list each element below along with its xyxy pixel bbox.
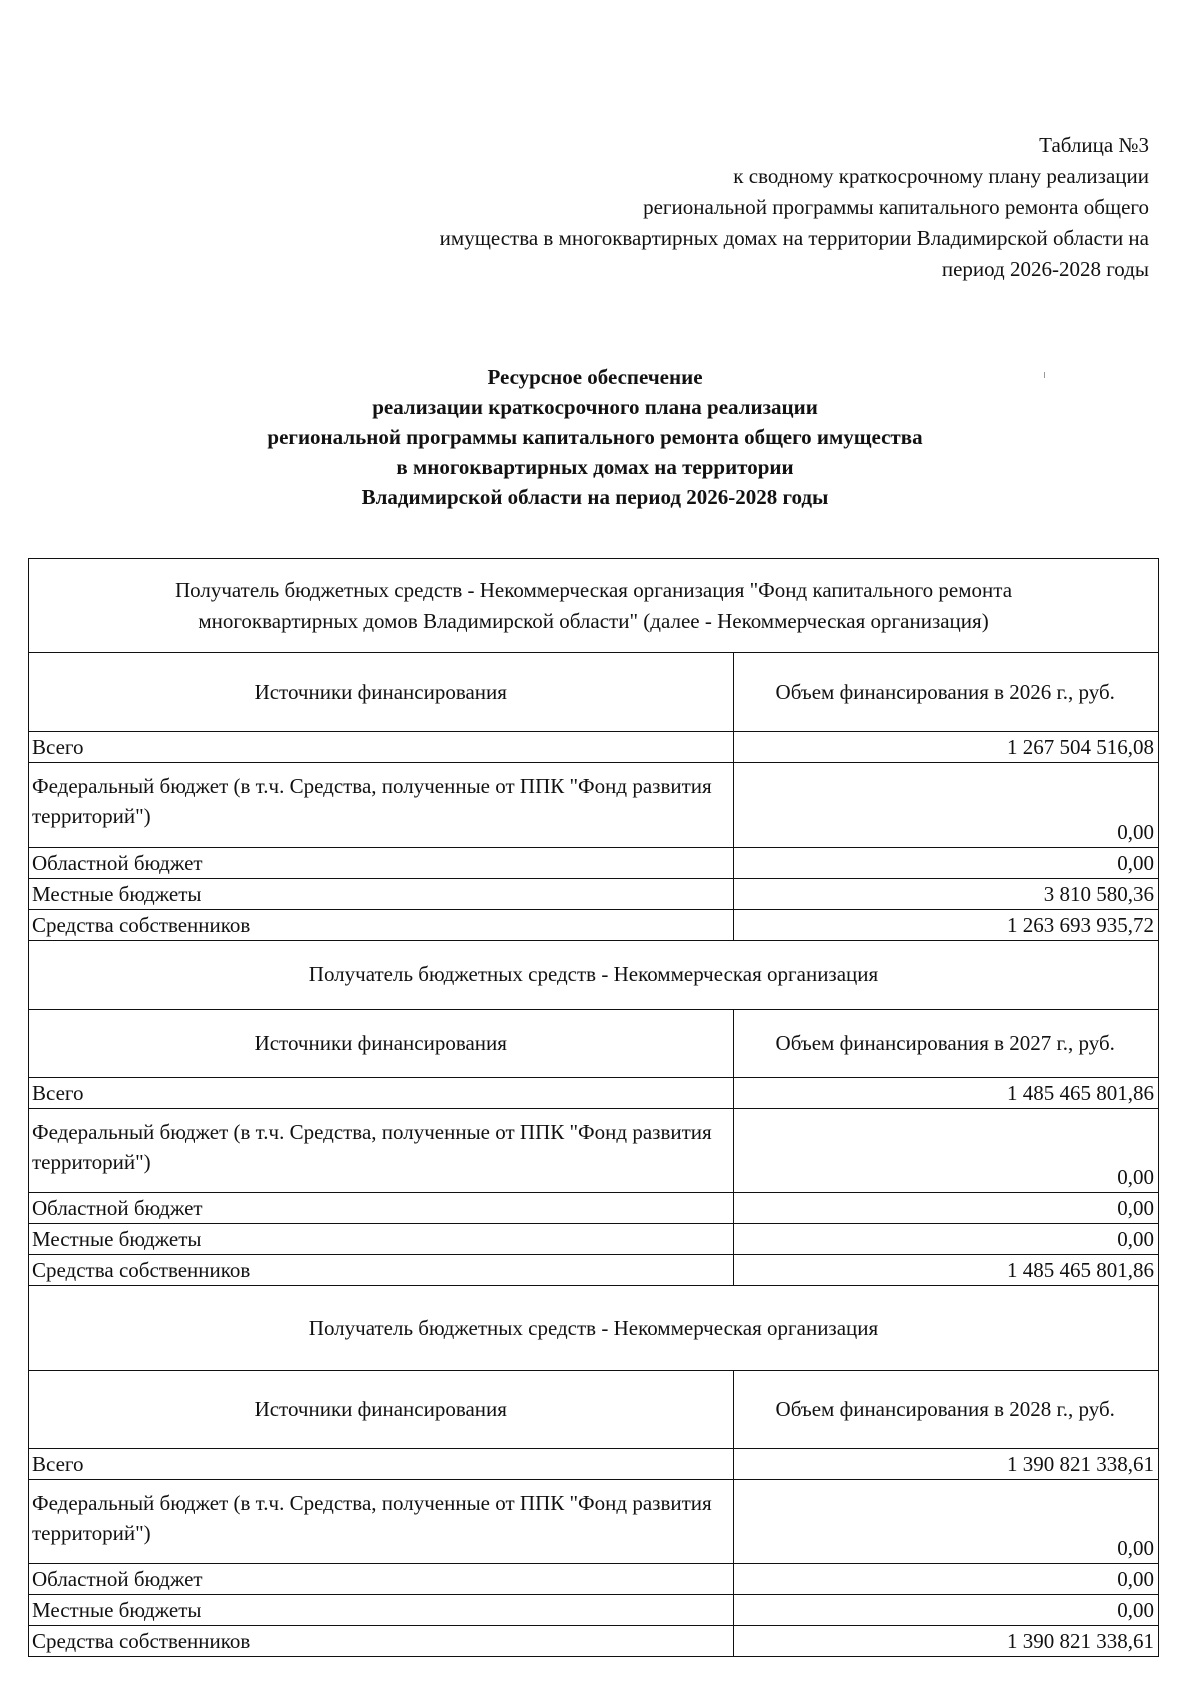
source-cell: Областной бюджет [29, 1563, 733, 1594]
title-line: Владимирской области на период 2026-2028 годы [361, 485, 829, 509]
header-line: к сводному краткосрочному плану реализации [733, 164, 1149, 188]
source-cell: Местные бюджеты [29, 1224, 733, 1255]
amount-cell: 1 390 821 338,61 [733, 1448, 1158, 1479]
funding-section-2028 [29, 1286, 1158, 1656]
source-cell: Средства собственников [29, 1625, 733, 1656]
table-row [29, 878, 1158, 909]
recipient-title [29, 941, 1158, 1010]
table-row [29, 1625, 1158, 1656]
amount-cell: 1 485 465 801,86 [733, 1255, 1158, 1286]
title-line: Ресурсное обеспечение [487, 365, 703, 389]
header-line: имущества в многоквартирных домах на территории Владимирской области на [439, 226, 1149, 250]
recipient-line: Получатель бюджетных средств - Некоммерческая организация [308, 962, 879, 986]
amount-cell: 1 390 821 338,61 [1007, 1629, 1154, 1653]
table-header-row [29, 1010, 1158, 1078]
source-cell: Средства собственников [29, 909, 733, 940]
title-line: реализации краткосрочного плана реализации [372, 395, 818, 419]
recipient-line: Получатель бюджетных средств - Некоммерческая организация "Фонд капитального ремонта [174, 577, 1013, 602]
source-cell: Местные бюджеты [29, 878, 733, 909]
table-header-row [29, 1371, 1158, 1448]
header-line: региональной программы капитального ремонта общего [643, 195, 1149, 219]
amount-cell: 0,00 [733, 762, 1158, 847]
funding-section-2026 [29, 559, 1158, 941]
column-header-source: Источники финансирования [29, 653, 733, 731]
amount-cell: 0,00 [733, 1594, 1158, 1625]
column-header-source: Источники финансирования [29, 1010, 733, 1078]
source-cell: Всего [29, 731, 733, 762]
column-header-amount: Объем финансирования в 2026 г., руб. [733, 653, 1158, 731]
amount-cell: 1 267 504 516,08 [733, 731, 1158, 762]
source-cell: Областной бюджет [29, 847, 733, 878]
column-header-source: Источники финансирования [29, 1371, 733, 1448]
amount-cell: 1 263 693 935,72 [733, 909, 1158, 940]
amount-cell: 0,00 [733, 1563, 1158, 1594]
table-row [29, 762, 1158, 847]
recipient-line: многоквартирных домов Владимирской области" (далее - Некоммерческая организация) [198, 608, 989, 633]
table-row [29, 1479, 1158, 1563]
table-row [29, 847, 1158, 878]
source-cell: Федеральный бюджет (в т.ч. Средства, полученные от ППК "Фонд развития территорий") [29, 762, 733, 847]
recipient-line: Получатель бюджетных средств - Некоммерческая организация [308, 1315, 879, 1340]
title-line: региональной программы капитального ремонта общего имущества [267, 425, 923, 449]
funding-table [29, 1010, 1158, 1287]
source-cell: Местные бюджеты [29, 1594, 733, 1625]
recipient-title [29, 559, 1158, 653]
table-header-row [29, 653, 1158, 731]
funding-table [29, 1371, 1158, 1656]
table-row [29, 1255, 1158, 1286]
title-line: в многоквартирных домах на территории [396, 455, 794, 479]
recipient-title [29, 1286, 1158, 1371]
amount-cell: 0,00 [733, 1224, 1158, 1255]
table-row [29, 909, 1158, 940]
source-cell: Областной бюджет [29, 1193, 733, 1224]
source-cell: Всего [29, 1078, 733, 1109]
column-header-amount: Объем финансирования в 2027 г., руб. [733, 1010, 1158, 1078]
funding-table [29, 653, 1158, 941]
table-row [29, 1448, 1158, 1479]
table-row [29, 1109, 1158, 1193]
table-row [29, 1078, 1158, 1109]
column-header-amount: Объем финансирования в 2028 г., руб. [733, 1371, 1158, 1448]
amount-cell: 0,00 [733, 1193, 1158, 1224]
amount-cell: 1 485 465 801,86 [733, 1078, 1158, 1109]
funding-section-2027 [29, 941, 1158, 1287]
amount-cell: 0,00 [733, 1109, 1158, 1193]
document-header [329, 130, 1149, 285]
source-cell: Федеральный бюджет (в т.ч. Средства, полученные от ППК "Фонд развития территорий") [29, 1479, 733, 1563]
table-row [29, 1563, 1158, 1594]
amount-cell: 0,00 [733, 847, 1158, 878]
header-line: период 2026-2028 годы [941, 257, 1149, 281]
table-row [29, 731, 1158, 762]
table-row [29, 1193, 1158, 1224]
document-title [0, 362, 1190, 512]
table-row [29, 1224, 1158, 1255]
source-cell: Средства собственников [29, 1255, 733, 1286]
header-line: Таблица №3 [1039, 133, 1149, 157]
amount-cell: 3 810 580,36 [733, 878, 1158, 909]
funding-tables [28, 558, 1159, 1657]
source-cell: Федеральный бюджет (в т.ч. Средства, полученные от ППК "Фонд развития территорий") [29, 1109, 733, 1193]
source-cell: Всего [29, 1448, 733, 1479]
amount-cell: 0,00 [733, 1479, 1158, 1563]
table-row [29, 1594, 1158, 1625]
